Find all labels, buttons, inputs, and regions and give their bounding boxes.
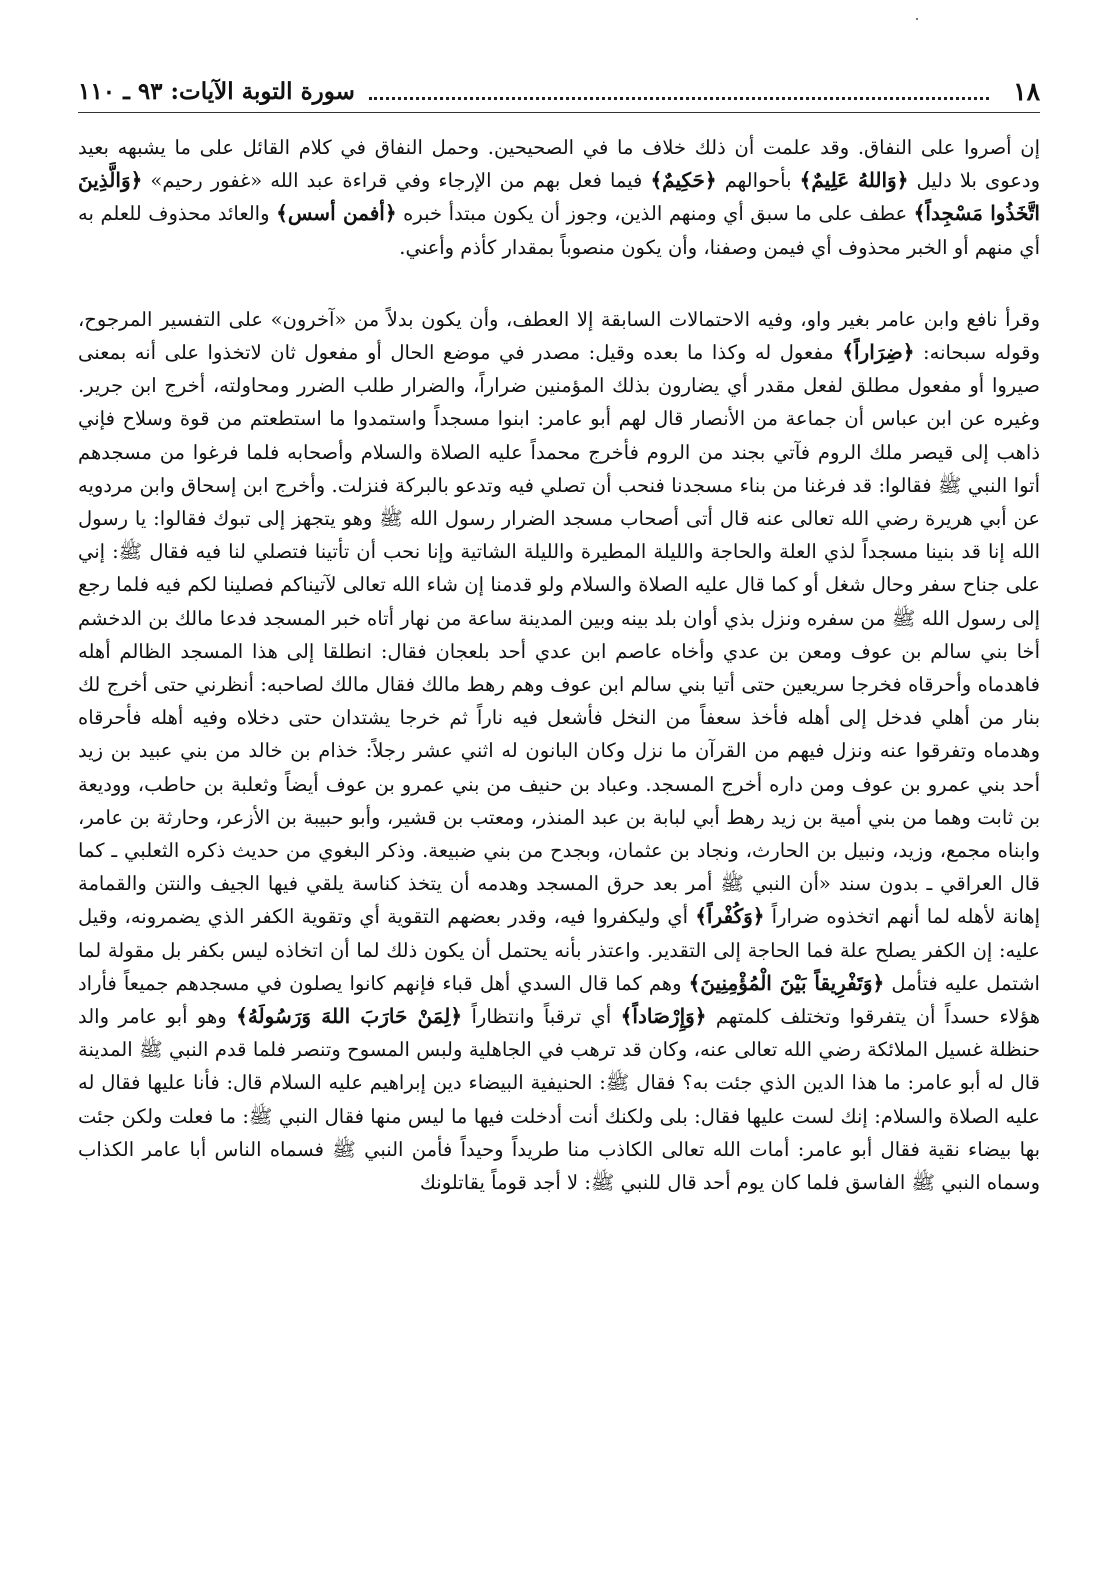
text-run: والعائد محذوف للعلم به أي منهم أو الخبر محذوف أي فيمن وصفنا، وأن يكون منصوباً بمقدار كأذم وأعني. xyxy=(78,202,1040,259)
text-run: وهو أبو عامر والد حنظلة غسيل الملائكة رضي الله تعالى عنه، وكان قد ترهب في الجاهلية ولبس المسوح وتنصر فلما قدم النبي ﷺ المدينة قال له أبو عامر: ما هذا الدين الذي جئت به؟ فقال ﷺ: الحنيفية البيضاء دين إبراهيم عليه السلام قال: فأنا عليها فقال له عليه الصلاة والسلام: إنك لست عليها فقال: بلى ولكنك أنت أدخلت فيها ما ليس منها فقال النبي ﷺ: ما فعلت ولكن جئت بها بيضاء نقية فقال أبو عامر: أمات الله تعالى الكاذب منا طريداً وحيداً فأمن النبي ﷺ فسماه الناس أبا عامر الكذاب وسماه النبي ﷺ الفاسق فلما كان يوم أحد قال للنبي ﷺ: لا أجد قوماً يقاتلونك xyxy=(78,1005,1040,1195)
text-run: فيما فعل بهم من الإرجاء وفي قراءة عبد الله «غفور رحيم» xyxy=(142,169,651,193)
quran-citation: ﴿وَكُفْراً﴾ xyxy=(695,904,765,929)
quran-citation: ﴿لِمَنْ حَارَبَ اللهَ وَرَسُولَهُ﴾ xyxy=(236,1004,463,1029)
quran-citation: ﴿وَتَفْرِيقاً بَيْنَ الْمُؤْمِنِينَ﴾ xyxy=(688,970,885,995)
running-title: سورة التوبة الآيات: ٩٣ ـ ١١٠ xyxy=(78,77,355,105)
text-run: أي وليكفروا فيه، وقدر بعضهم التقوية أي وتقوية الكفر الذي يضمرونه، وقيل عليه: إن الكفر يصلح علة فما الحاجة إلى التقدير. واعتذر بأنه يحتمل أن يكون ذلك لما أن اتخاذه ليس بكفر بل مقولة لما اشتمل عليه فتأمل xyxy=(78,905,1040,995)
book-page xyxy=(78,70,1040,1199)
quran-citation: ﴿ضِرَاراً﴾ xyxy=(842,340,915,365)
text-run: بأحوالهم xyxy=(716,169,800,193)
text-run: إن أصروا على النفاق. وقد علمت أن ذلك خلاف ما في الصحيحين. وحمل النفاق في كلام القائل على ما يشبهه بعيد ودعوى بلا دليل xyxy=(78,136,1041,193)
paragraph-1 xyxy=(78,131,1040,264)
paragraph-2 xyxy=(78,303,1040,1199)
scan-speck xyxy=(916,18,918,20)
text-run: وهم كما قال السدي أهل قباء فإنهم كانوا يصلون في مسجدهم جميعاً فأراد هؤلاء حسداً أن يتفرقوا وتختلف كلمتهم xyxy=(78,971,1041,1029)
quran-citation: ﴿وَإِرْصَاداً﴾ xyxy=(620,1004,707,1029)
quran-citation: ﴿حَكِيمٌ﴾ xyxy=(650,168,717,193)
quran-citation: ﴿وَالَّذِينَ اتَّخَذُوا مَسْجِداً﴾ xyxy=(78,168,1040,226)
page-header xyxy=(78,70,1040,113)
text-run: مفعول له وكذا ما بعده وقيل: مصدر في موضع الحال أو مفعول ثان لاتخذوا على أنه بمعنى صيروا أو مفعول مطلق لفعل مقدر أي يضارون بذلك المؤمنين ضراراً، والضرار طلب الضرر ومحاولته، أخرج ابن جرير. وغيره عن ابن عباس أن جماعة من الأنصار قال لهم أبو عامر: ابنوا مسجداً واستمدوا ما استطعتم من قوة وسلاح فإني ذاهب إلى قيصر ملك الروم فآتي بجند من الروم فأخرج محمداً عليه الصلاة والسلام وأصحابه فلما فرغوا من مسجدهم أتوا النبي ﷺ فقالوا: قد فرغنا من بناء مسجدنا فنحب أن تصلي فيه وتدعو بالبركة فنزلت. وأخرج ابن إسحاق وابن مردويه عن أبي هريرة رضي الله تعالى عنه قال أتى أصحاب مسجد الضرار رسول الله ﷺ وهو يتجهز إلى تبوك فقالوا: يا رسول الله إنا قد بنينا مسجداً لذي العلة والحاجة والليلة المطيرة والليلة الشاتية وإنا نحب أن تأتينا فتصلي لنا فيه فقال ﷺ: إني على جناح سفر وحال شغل أو كما قال عليه الصلاة والسلام ولو قدمنا إن شاء الله تعالى لآتيناكم فصلينا لكم فيه فلما رجع إلى رسول الله ﷺ من سفره ونزل بذي أوان بلد بينه وبين المدينة ساعة من نهار أتاه خبر المسجد فدعا مالك بن الدخشم أخا بني سالم بن عوف ومعن بن عدي وأخاه عاصم ابن عدي أحد بلعجان فقال: انطلقا إلى هذا المسجد الظالم أهله فاهدماه وأحرقاه فخرجا سريعين حتى أتيا بني سالم ابن عوف وهم رهط مالك فقال مالك لصاحبه: أنظرني حتى أخرج لك بنار من أهلي فدخل إلى أهله فأخذ سعفاً من النخل فأشعل فيه ناراً ثم خرجا يشتدان حتى دخلاه وفيه أهله فأحرقاه وهدماه وتفرقوا عنه ونزل فيهم من القرآن ما نزل وكان البانون له اثني عشر رجلاً: خذام بن خالد من بني عبيد بن زيد أحد بني عمرو بن عوف ومن داره أخرج المسجد. وعباد بن حنيف من بني عمرو بن عوف أيضاً وثعلبة بن حاطب، ووديعة بن ثابت وهما من بني أمية بن زيد رهط أبي لبابة بن عبد المنذر، ومعتب بن قشير، وأبو حبيبة بن الأزعر، وحارثة بن عامر، وابناه مجمع، وزيد، ونبيل بن الحارث، ونجاد بن عثمان، وبجدح من بني ضبيعة. وذكر البغوي من حديث ذكره الثعلبي ـ كما قال العراقي ـ بدون سند «أن النبي ﷺ أمر بعد حرق المسجد وهدمه أن يتخذ كناسة يلقي فيها الجيف والنتن والقمامة إهانة لأهله لما أنهم اتخذوه ضراراً xyxy=(78,341,1040,929)
text-run: أي ترقباً وانتظاراً xyxy=(462,1005,621,1029)
header-leader-dots xyxy=(369,83,989,100)
quran-citation: ﴿وَاللهُ عَلِيمٌ﴾ xyxy=(799,168,909,193)
page-number: ١٨ xyxy=(1013,76,1040,106)
quran-citation: ﴿أفمن أسس﴾ xyxy=(276,201,397,226)
text-run: وقرأ نافع وابن عامر بغير واو، وفيه الاحتمالات السابقة إلا العطف، وأن يكون بدلاً من «آخرون» على التفسير المرجوح، وقوله سبحانه: xyxy=(78,307,1040,365)
text-run: عطف على ما سبق أي ومنهم الذين، وجوز أن يكون مبتدأ خبره xyxy=(396,202,914,226)
